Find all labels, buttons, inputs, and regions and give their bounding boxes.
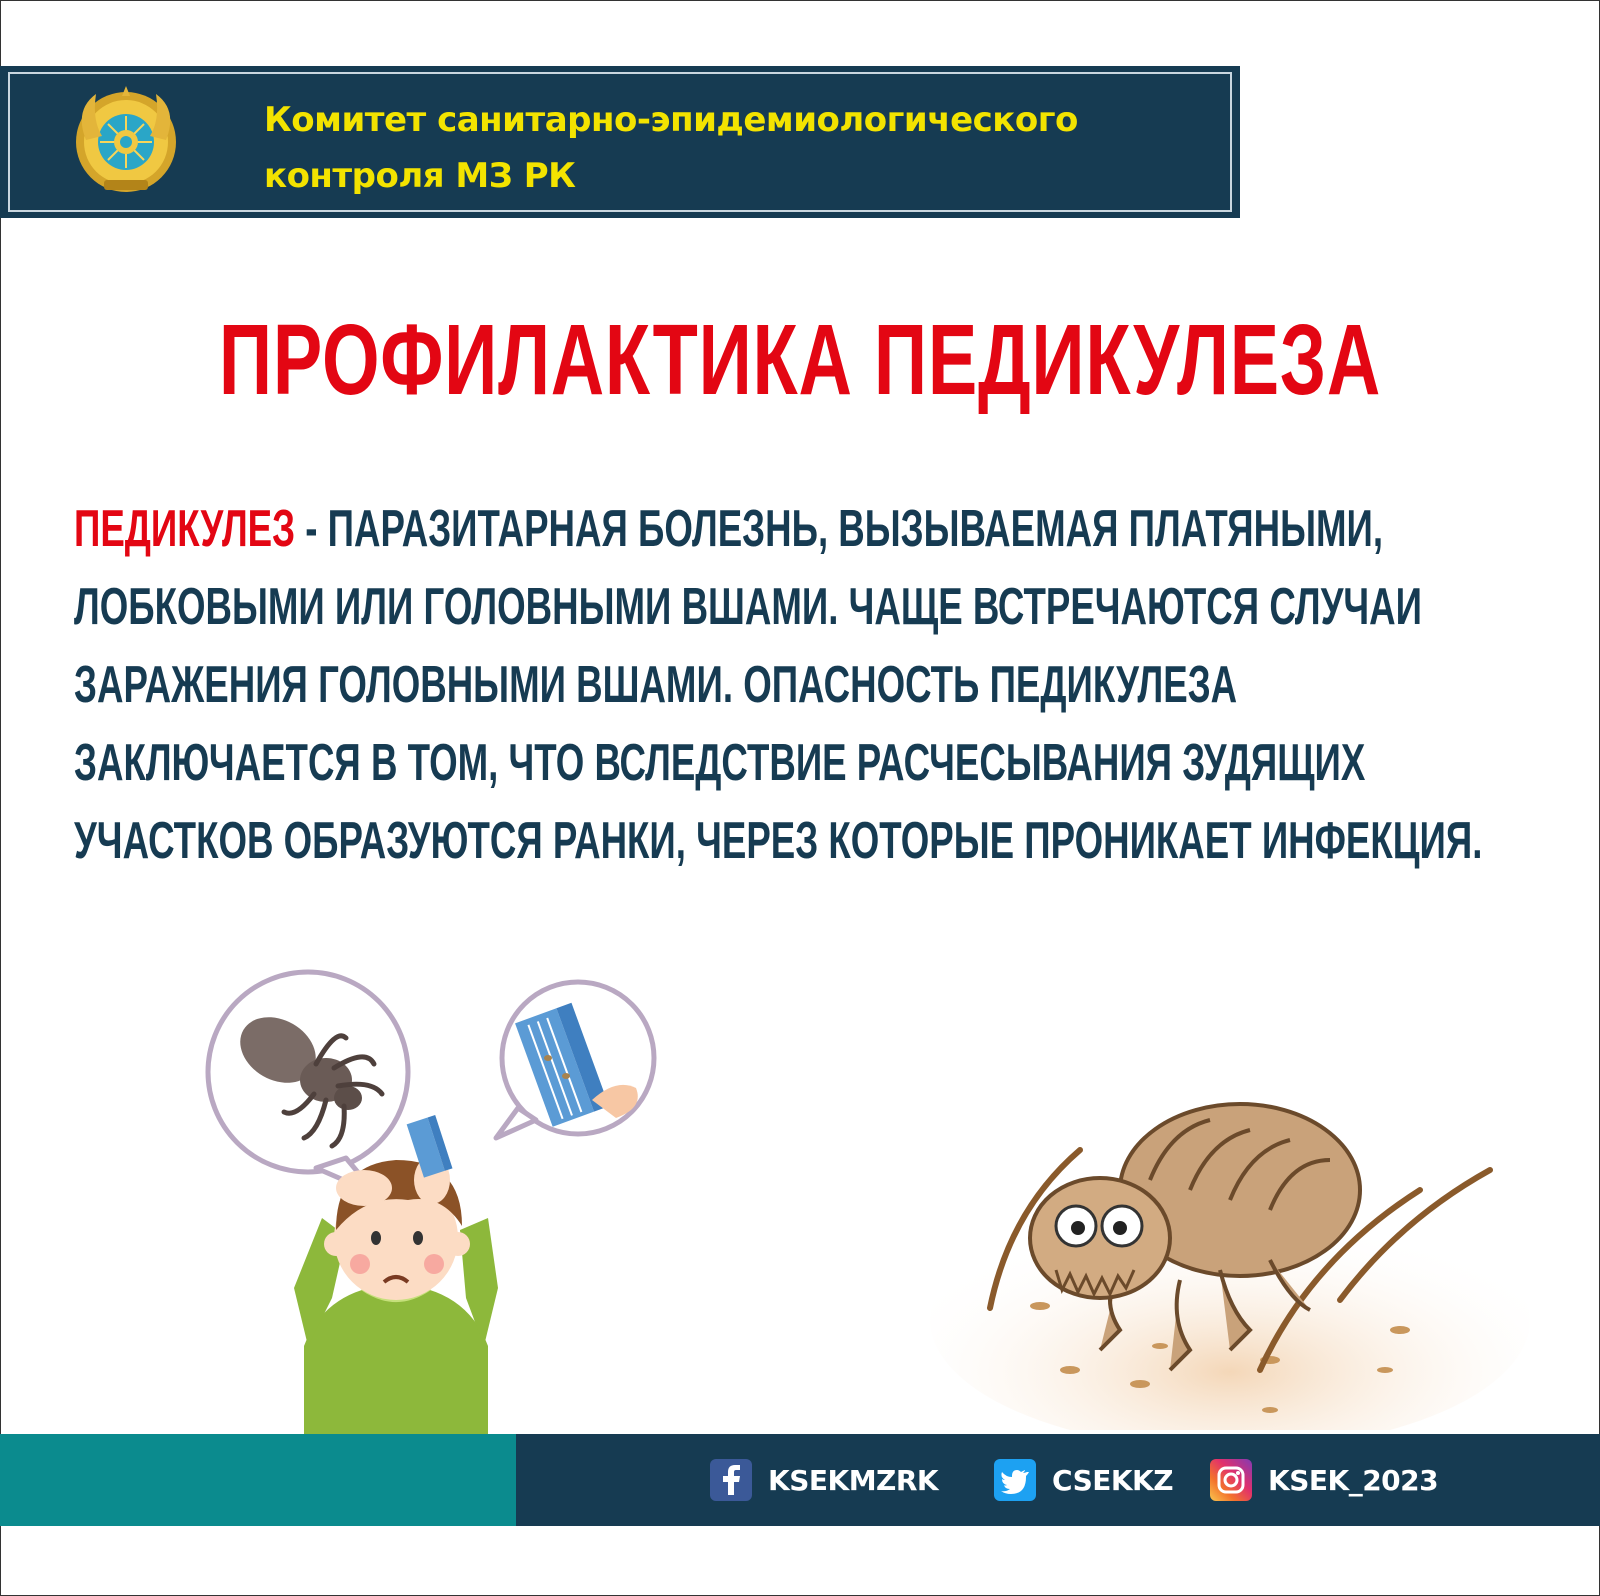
footer-bar — [0, 1434, 1600, 1526]
header-banner — [0, 66, 1240, 218]
comb-bubble-icon — [496, 982, 654, 1138]
description-line-1-rest: - ПАРАЗИТАРНАЯ БОЛЕЗНЬ, ВЫЗЫВАЕМАЯ ПЛАТЯНЫМИ, — [295, 500, 1384, 558]
description-text — [74, 490, 1484, 880]
louse-cartoon-illustration — [930, 1070, 1530, 1430]
description-term: ПЕДИКУЛЕЗ — [74, 500, 296, 558]
twitter-icon — [994, 1459, 1036, 1501]
instagram-icon — [1210, 1459, 1252, 1501]
facebook-icon — [710, 1459, 752, 1501]
boy-with-lice-illustration — [196, 968, 676, 1436]
description-line-1 — [74, 490, 1484, 568]
twitter-link[interactable] — [994, 1458, 1173, 1502]
page-title: ПРОФИЛАКТИКА ПЕДИКУЛЕЗА — [218, 304, 1382, 416]
header-title-line2: контроля МЗ РК — [264, 156, 576, 196]
twitter-handle: CSEKKZ — [1052, 1463, 1174, 1497]
description-line-2: ЛОБКОВЫМИ ИЛИ ГОЛОВНЫМИ ВШАМИ. ЧАЩЕ ВСТРЕЧАЮТСЯ СЛУЧАИ — [74, 578, 1422, 636]
footer-teal-block — [0, 1434, 516, 1526]
facebook-handle: KSEKMZRK — [768, 1463, 939, 1497]
instagram-link[interactable] — [1210, 1458, 1438, 1502]
description-line-3: ЗАРАЖЕНИЯ ГОЛОВНЫМИ ВШАМИ. ОПАСНОСТЬ ПЕДИКУЛЕЗА — [74, 656, 1238, 714]
description-line-5: УЧАСТКОВ ОБРАЗУЮТСЯ РАНКИ, ЧЕРЕЗ КОТОРЫЕ ПРОНИКАЕТ ИНФЕКЦИЯ. — [74, 812, 1483, 870]
description-line-4: ЗАКЛЮЧАЕТСЯ В ТОМ, ЧТО ВСЛЕДСТВИЕ РАСЧЕСЫВАНИЯ ЗУДЯЩИХ — [74, 734, 1366, 792]
louse-bubble-icon — [208, 972, 408, 1194]
header-title-line1: Комитет санитарно-эпидемиологического — [264, 100, 1078, 140]
instagram-handle: KSEK_2023 — [1268, 1463, 1439, 1497]
header-title — [264, 92, 1164, 204]
facebook-link[interactable] — [710, 1458, 938, 1502]
kazakhstan-emblem-icon — [66, 80, 186, 200]
